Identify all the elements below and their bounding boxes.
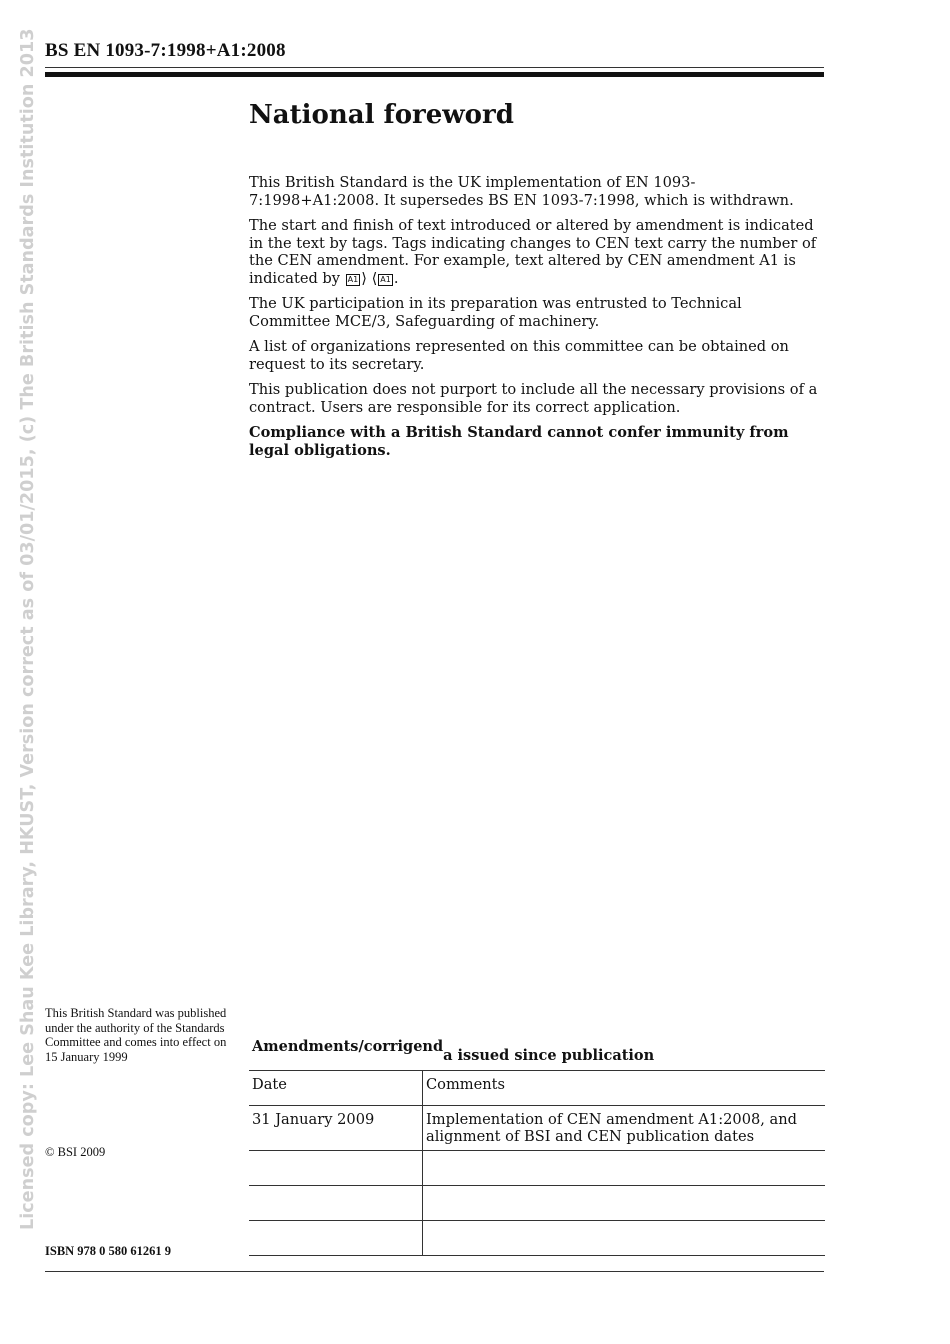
table-row bbox=[249, 1221, 825, 1256]
amendment-date bbox=[249, 1186, 423, 1221]
tags-paragraph: The start and finish of text introduced or altered by amendment is indicated in the text by tags. Tags indicating changes to CEN text carry the number of the CEN amendment. For example, text altered by CEN amendment A1 is indicated by A1 ⟩ ⟨ A1 . bbox=[249, 217, 817, 287]
committee-paragraph: The UK participation in its preparation was entrusted to Technical Committee MCE/3, Safeguarding of machinery. bbox=[249, 295, 742, 330]
amendment-tag-open-icon: A1 bbox=[347, 274, 359, 284]
tags-paragraph-text: The start and finish of text introduced or altered by amendment is indicated in the text by tags. Tags indicating changes to CEN text carry the number of the CEN amendment. For example, text altered by CEN amendment A1 is indicated by bbox=[249, 217, 817, 287]
table-header-row bbox=[249, 1071, 825, 1106]
amendments-heading-part1: Amendments/corrigend bbox=[252, 1038, 444, 1055]
footer-rule bbox=[45, 1271, 824, 1272]
license-watermark: Licensed copy: Lee Shau Kee Library, HKUST, Version correct as of 03/01/2015, (c) The British Standards Institution 2013 bbox=[18, 28, 38, 1230]
column-header-date: Date bbox=[249, 1071, 423, 1106]
table-row bbox=[249, 1106, 825, 1151]
copyright-notice: © BSI 2009 bbox=[45, 1145, 106, 1159]
column-header-comments: Comments bbox=[423, 1071, 826, 1106]
amendment-comment: Implementation of CEN amendment A1:2008, and alignment of BSI and CEN publication dates bbox=[423, 1106, 826, 1151]
table-row bbox=[249, 1186, 825, 1221]
compliance-statement: Compliance with a British Standard cannot confer immunity from legal obligations. bbox=[249, 424, 789, 459]
amendment-date: 31 January 2009 bbox=[249, 1106, 423, 1151]
header-rule-thick bbox=[45, 72, 824, 77]
header-rule-thin bbox=[45, 67, 824, 68]
publication-note: This British Standard was published under the authority of the Standards Committee and comes into effect on 15 January 1999 bbox=[45, 1006, 227, 1064]
national-foreword-section bbox=[249, 100, 825, 467]
amendment-comment bbox=[423, 1221, 826, 1256]
amendment-comment bbox=[423, 1151, 826, 1186]
amendments-heading bbox=[252, 1038, 655, 1064]
page-title: National foreword bbox=[249, 100, 514, 130]
standard-number-header: BS EN 1093-7:1998+A1:2008 bbox=[45, 40, 286, 61]
amendments-table bbox=[249, 1070, 825, 1256]
table-row bbox=[249, 1151, 825, 1186]
amendment-tag-close-icon: A1 bbox=[380, 274, 391, 284]
amendment-comment bbox=[423, 1186, 826, 1221]
supersedes-paragraph: This British Standard is the UK implementation of EN 1093-7:1998+A1:2008. It supersedes BS EN 1093-7:1998, which is withdrawn. bbox=[249, 174, 794, 209]
amendment-date bbox=[249, 1151, 423, 1186]
amendment-date bbox=[249, 1221, 423, 1256]
amendments-heading-part2: a issued since publication bbox=[443, 1047, 655, 1064]
isbn-number: ISBN 978 0 580 61261 9 bbox=[45, 1244, 172, 1258]
tags-paragraph-end: . bbox=[393, 269, 399, 287]
contract-paragraph: This publication does not purport to include all the necessary provisions of a contract. Users are responsible for its correct application. bbox=[249, 381, 818, 416]
organizations-paragraph: A list of organizations represented on this committee can be obtained on request to its secretary. bbox=[249, 338, 789, 373]
